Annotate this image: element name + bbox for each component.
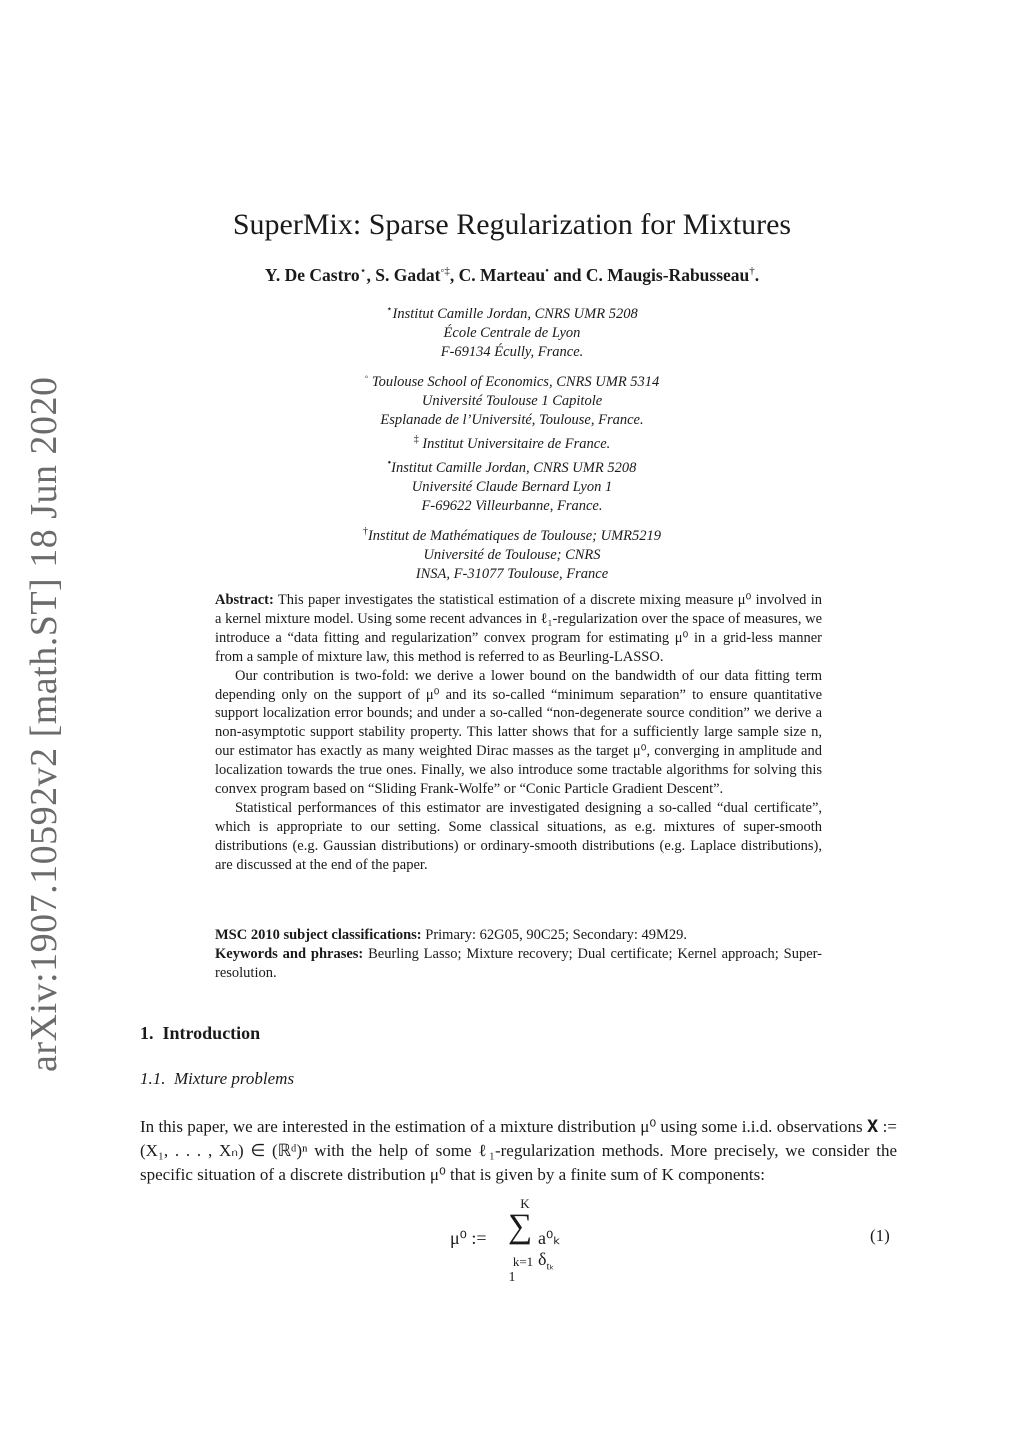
affiliation-4: †Institut de Mathématiques de Toulouse; UMR5219 Université de Toulouse; CNRS INSA, F-31077 Toulouse, France xyxy=(362,526,662,582)
affiliation-1: ⋆Institut Camille Jordan, CNRS UMR 5208 École Centrale de Lyon F-69134 Écully, France. xyxy=(386,304,638,360)
intro-paragraph: In this paper, we are interested in the estimation of a mixture distribution μ⁰ using some i.i.d. observations 𝐗 := (X₁, . . . , Xₙ) ∈ (ℝᵈ)ⁿ with the help of some ℓ₁-regularization methods. More precisely, we consider the specific situation of a discrete distribution μ⁰ that is given by a finite sum of K components: xyxy=(140,1117,897,1184)
page-number: 1 xyxy=(508,1270,516,1285)
author-1: Y. De Castro xyxy=(264,264,360,285)
sum-symbol: ∑ xyxy=(508,1208,533,1245)
author-4: C. Maugis-Rabusseau xyxy=(585,264,750,285)
affiliation-3: •Institut Camille Jordan, CNRS UMR 5208 Université Claude Bernard Lyon 1 F-69622 Villeurbanne, France. xyxy=(387,458,637,514)
author-list: Y. De Castro⋆, S. Gadat◦‡, C. Marteau• and C. Maugis-Rabusseau†. xyxy=(264,264,760,285)
subsection-heading: 1.1. Mixture problems xyxy=(140,1069,295,1088)
abstract-label: Abstract: xyxy=(215,592,274,608)
author-2: S. Gadat xyxy=(375,264,441,285)
abstract-paragraph-2: Our contribution is two-fold: we derive a lower bound on the bandwidth of our data fitting term depending only on the support of μ⁰ and its so-called “minimum separation” to ensure quantitative support localization error bounds; and under a so-called “non-degenerate source condition” we derive a non-asymptotic support stability property. This latter shows that for a sufficiently large sample size n, our estimator has exactly as many weighted Dirac masses as the target μ⁰, converging in amplitude and localization towards the true ones. Finally, we also introduce some tractable algorithms for solving this convex program based on “Sliding Frank-Wolfe” or “Conic Particle Gradient Descent”. xyxy=(215,667,822,798)
classifications: MSC 2010 subject classifications: Primary: 62G05, 90C25; Secondary: 49M29. Keywords and phrases: Beurling Lasso; Mixture recovery; Dual certificate; Kernel approach; Super-resolution. xyxy=(215,927,822,981)
equation-1: μ⁰ := K ∑ k=1 a⁰ₖ $\delta_{t_k}$ xyxy=(450,1196,561,1273)
author-3: C. Marteau xyxy=(458,264,546,285)
abstract-paragraph-3: Statistical performances of this estimator are investigated designing a so-called “dual certificate”, which is appropriate to our setting. Some classical situations, as e.g. mixtures of super-smooth distributions (e.g. Gaussian distributions) or ordinary-smooth distributions (e.g. Laplace distributions), are discussed at the end of the paper. xyxy=(215,799,822,873)
equation-number: (1) xyxy=(870,1226,890,1245)
abstract: Abstract: This paper investigates the statistical estimation of a discrete mixing measure μ⁰ involved in a kernel mixture model. Using some recent advances in ℓ₁-regularization over the space of measures, we introduce a “data fitting and regularization” convex program for estimating μ⁰ in a grid-less manner from a sample of mixture law, this method is referred to as Beurling-LASSO. Our contribution is two-fold: we derive a lower bound on the bandwidth of our data fitting term depending only on the support of μ⁰ and its so-called “minimum separation” to ensure quantitative support localization error bounds; and under a so-called “non-degenerate source condition” we derive a non-asymptotic support stability property. This latter shows that for a sufficiently large sample size n, our estimator has exactly as many weighted Dirac masses as the target μ⁰, converging in amplitude and localization towards the true ones. Finally, we also introduce some tractable algorithms for solving this convex program based on “Sliding Frank-Wolfe” or “Conic Particle Gradient Descent”. Statistical performances of this estimator are investigated designing a so-called “dual certificate”, which is appropriate to our setting. Some classical situations, as e.g. mixtures of super-smooth distributions (e.g. Gaussian distributions) or ordinary-smooth distributions (e.g. Laplace distributions), are discussed at the end of the paper. xyxy=(215,592,822,873)
section-heading: 1. Introduction xyxy=(140,1023,261,1043)
arxiv-stamp: arXiv:1907.10592v2 [math.ST] 18 Jun 2020 xyxy=(23,376,65,1072)
affiliation-2: ◦ Toulouse School of Economics, CNRS UMR 5314 Université Toulouse 1 Capitole Esplanade de l’Université, Toulouse, France. ‡ Institut Universitaire de France. xyxy=(364,372,660,452)
paper-title: SuperMix: Sparse Regularization for Mixtures xyxy=(232,208,792,241)
